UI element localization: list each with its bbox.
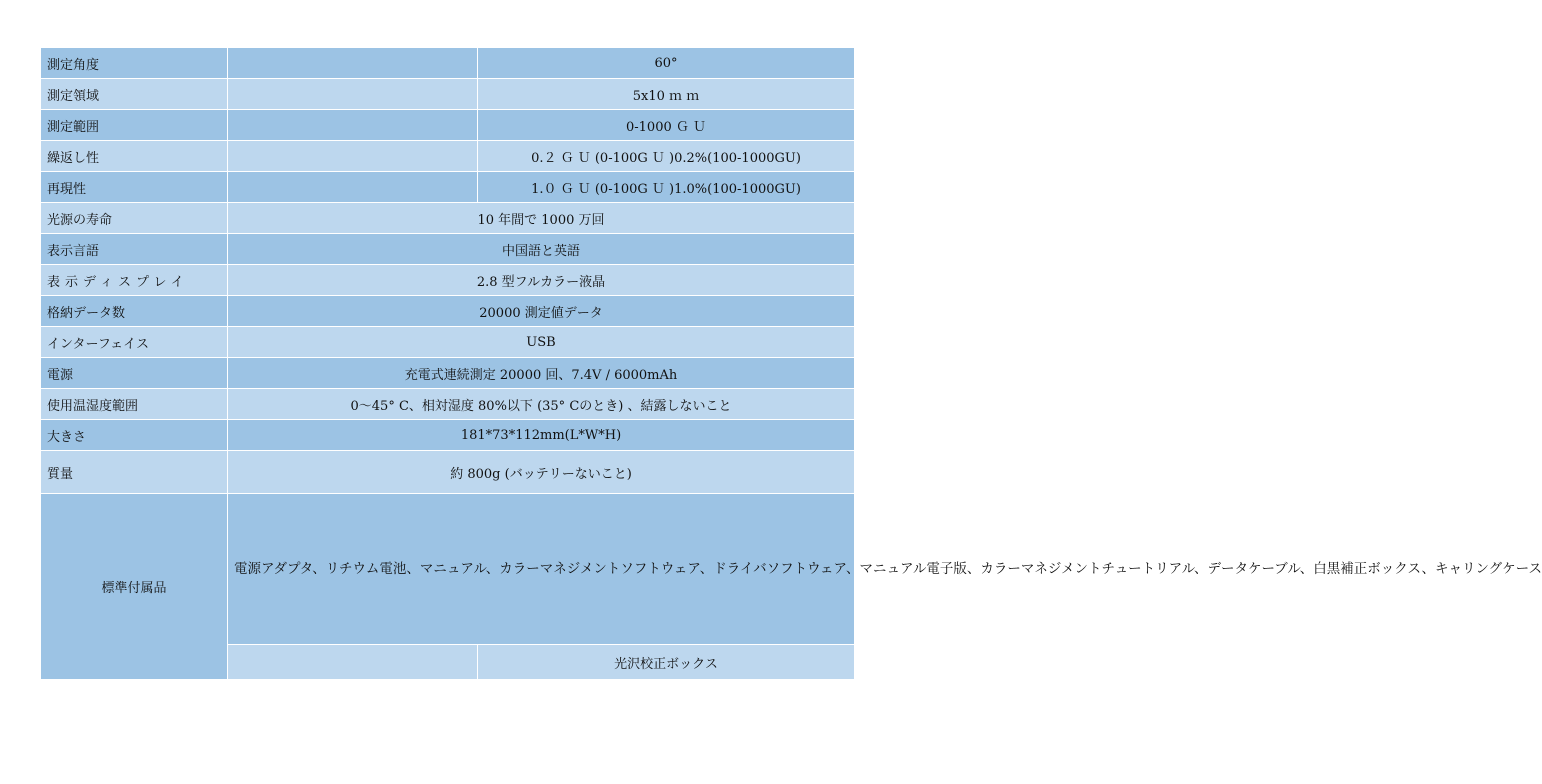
row-label: 再現性 xyxy=(41,172,228,203)
row-label: インターフェイス xyxy=(41,327,228,358)
accessories-text: 電源アダプタ、リチウム電池、マニュアル、カラーマネジメントソフトウェア、ドライバソフトウェア、マニュアル電子版、カラーマネジメントチュートリアル、データケーブル、白黒補正ボックス、キャリングケース xyxy=(228,494,855,645)
table-row xyxy=(41,451,855,494)
row-value: 0.２ Ｇ Ｕ (0-100G Ｕ )0.2%(100-1000GU) xyxy=(478,141,855,172)
table-row xyxy=(41,358,855,389)
row-label: 測定領域 xyxy=(41,79,228,110)
table-row xyxy=(41,296,855,327)
row-label: 測定範囲 xyxy=(41,110,228,141)
accessories-row xyxy=(41,494,855,645)
row-label: 表示言語 xyxy=(41,234,228,265)
row-label: 電源 xyxy=(41,358,228,389)
row-label: 表示ディスプレイ xyxy=(41,265,228,296)
row-label: 測定角度 xyxy=(41,48,228,79)
table-row xyxy=(41,79,855,110)
row-value: 1.０ Ｇ Ｕ (0-100G Ｕ )1.0%(100-1000GU) xyxy=(478,172,855,203)
accessories-label: 標準付属品 xyxy=(41,494,228,680)
empty-cell xyxy=(228,110,478,141)
row-value: 0-1000 Ｇ Ｕ xyxy=(478,110,855,141)
table-row xyxy=(41,172,855,203)
row-label: 使用温湿度範囲 xyxy=(41,389,228,420)
table-row xyxy=(41,141,855,172)
row-value: 中国語と英語 xyxy=(228,234,855,265)
row-value: 60° xyxy=(478,48,855,79)
table-row xyxy=(41,420,855,451)
row-label: 大きさ xyxy=(41,420,228,451)
row-label: 格納データ数 xyxy=(41,296,228,327)
row-label: 繰返し性 xyxy=(41,141,228,172)
empty-cell xyxy=(228,79,478,110)
spec-table xyxy=(40,47,1542,680)
table-row xyxy=(41,234,855,265)
table-row xyxy=(41,265,855,296)
table-row xyxy=(41,203,855,234)
row-value: 181*73*112mm(L*W*H) xyxy=(228,420,855,451)
empty-cell xyxy=(228,48,478,79)
row-value: 充電式連続測定 20000 回、7.4V / 6000mAh xyxy=(228,358,855,389)
accessories-extra: 光沢校正ボックス xyxy=(478,645,855,680)
row-value: 2.8 型フルカラー液晶 xyxy=(228,265,855,296)
table-row xyxy=(41,389,855,420)
row-value: USB xyxy=(228,327,855,358)
table-row xyxy=(41,48,855,79)
row-value: 約 800g (バッテリーないこと) xyxy=(228,451,855,494)
table-row xyxy=(41,327,855,358)
row-label: 質量 xyxy=(41,451,228,494)
empty-cell xyxy=(228,172,478,203)
row-label: 光源の寿命 xyxy=(41,203,228,234)
row-value: 20000 測定値データ xyxy=(228,296,855,327)
row-value: 5x10 ｍ ｍ xyxy=(478,79,855,110)
row-value: 0～45° C、相対湿度 80%以下 (35° Cのとき) 、結露しないこと xyxy=(228,389,855,420)
empty-cell xyxy=(228,645,478,680)
row-value: 10 年間で 1000 万回 xyxy=(228,203,855,234)
empty-cell xyxy=(228,141,478,172)
table-row xyxy=(41,110,855,141)
